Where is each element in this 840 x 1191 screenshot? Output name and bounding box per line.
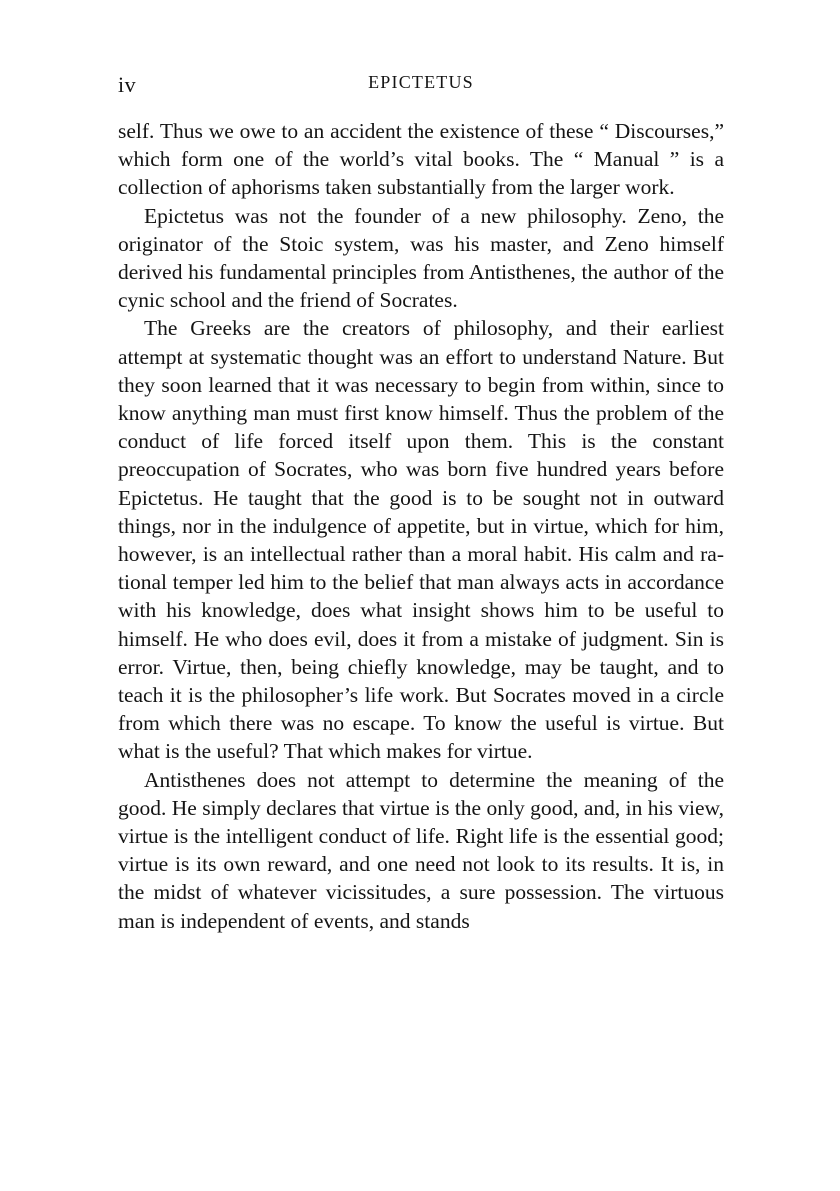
page-header — [118, 70, 724, 98]
paragraph-epictetus-founder: Epictetus was not the founder of a new philosophy. Zeno, the originator of the Stoic system, was his master, and Zeno himself derived his fundamental principles from Antisthenes, the author of the cynic school and the friend of Socrates. — [118, 203, 724, 313]
paragraph-greeks-philosophy: The Greeks are the creators of philosophy, and their earliest attempt at systematic thought was an effort to understand Nature. But they soon learned that it was necessary to begin from within, since to know anything man must first know himself. Thus the problem of the conduct of life forced itself upon them. This is the constant preoccupation of Socrates, who was born five hundred years before Epictetus. He taught that the good is to be sought not in outward things, nor in the indulgence of appetite, but in virtue, which for him, however, is an intellectual rather than a moral habit. His calm and rational temper led him to the belief that man always acts in accordance with his knowledge, does what insight shows him to be useful to himself. He who does evil, does it from a mistake of judgment. Sin is error. Virtue, then, being chiefly knowledge, may be taught, and to teach it is the philosopher’s life work. But Socrates moved in a circle from which there was no escape. To know the useful is virtue. But what is the useful? That which makes for virtue. — [118, 316, 724, 764]
running-title: EPICTETUS — [368, 72, 474, 92]
page-number: iv — [118, 72, 137, 97]
body-text — [118, 117, 724, 935]
paragraph-antisthenes: Antisthenes does not attempt to determine the meaning of the good. He simply declares that virtue is the only good, and, in his view, virtue is the intelligent conduct of life. Right life is the essential good; virtue is its own reward, and one need not look to its results. It is, in the midst of whatever vicissitudes, a sure possession. The virtuous man is independent of events, and stands — [118, 767, 724, 933]
paragraph-continued: self. Thus we owe to an accident the existence of these “ Discourses,” which form one of the world’s vital books. The “ Manual ” is a collection of aphorisms taken substantially from the larger work. — [118, 119, 724, 200]
